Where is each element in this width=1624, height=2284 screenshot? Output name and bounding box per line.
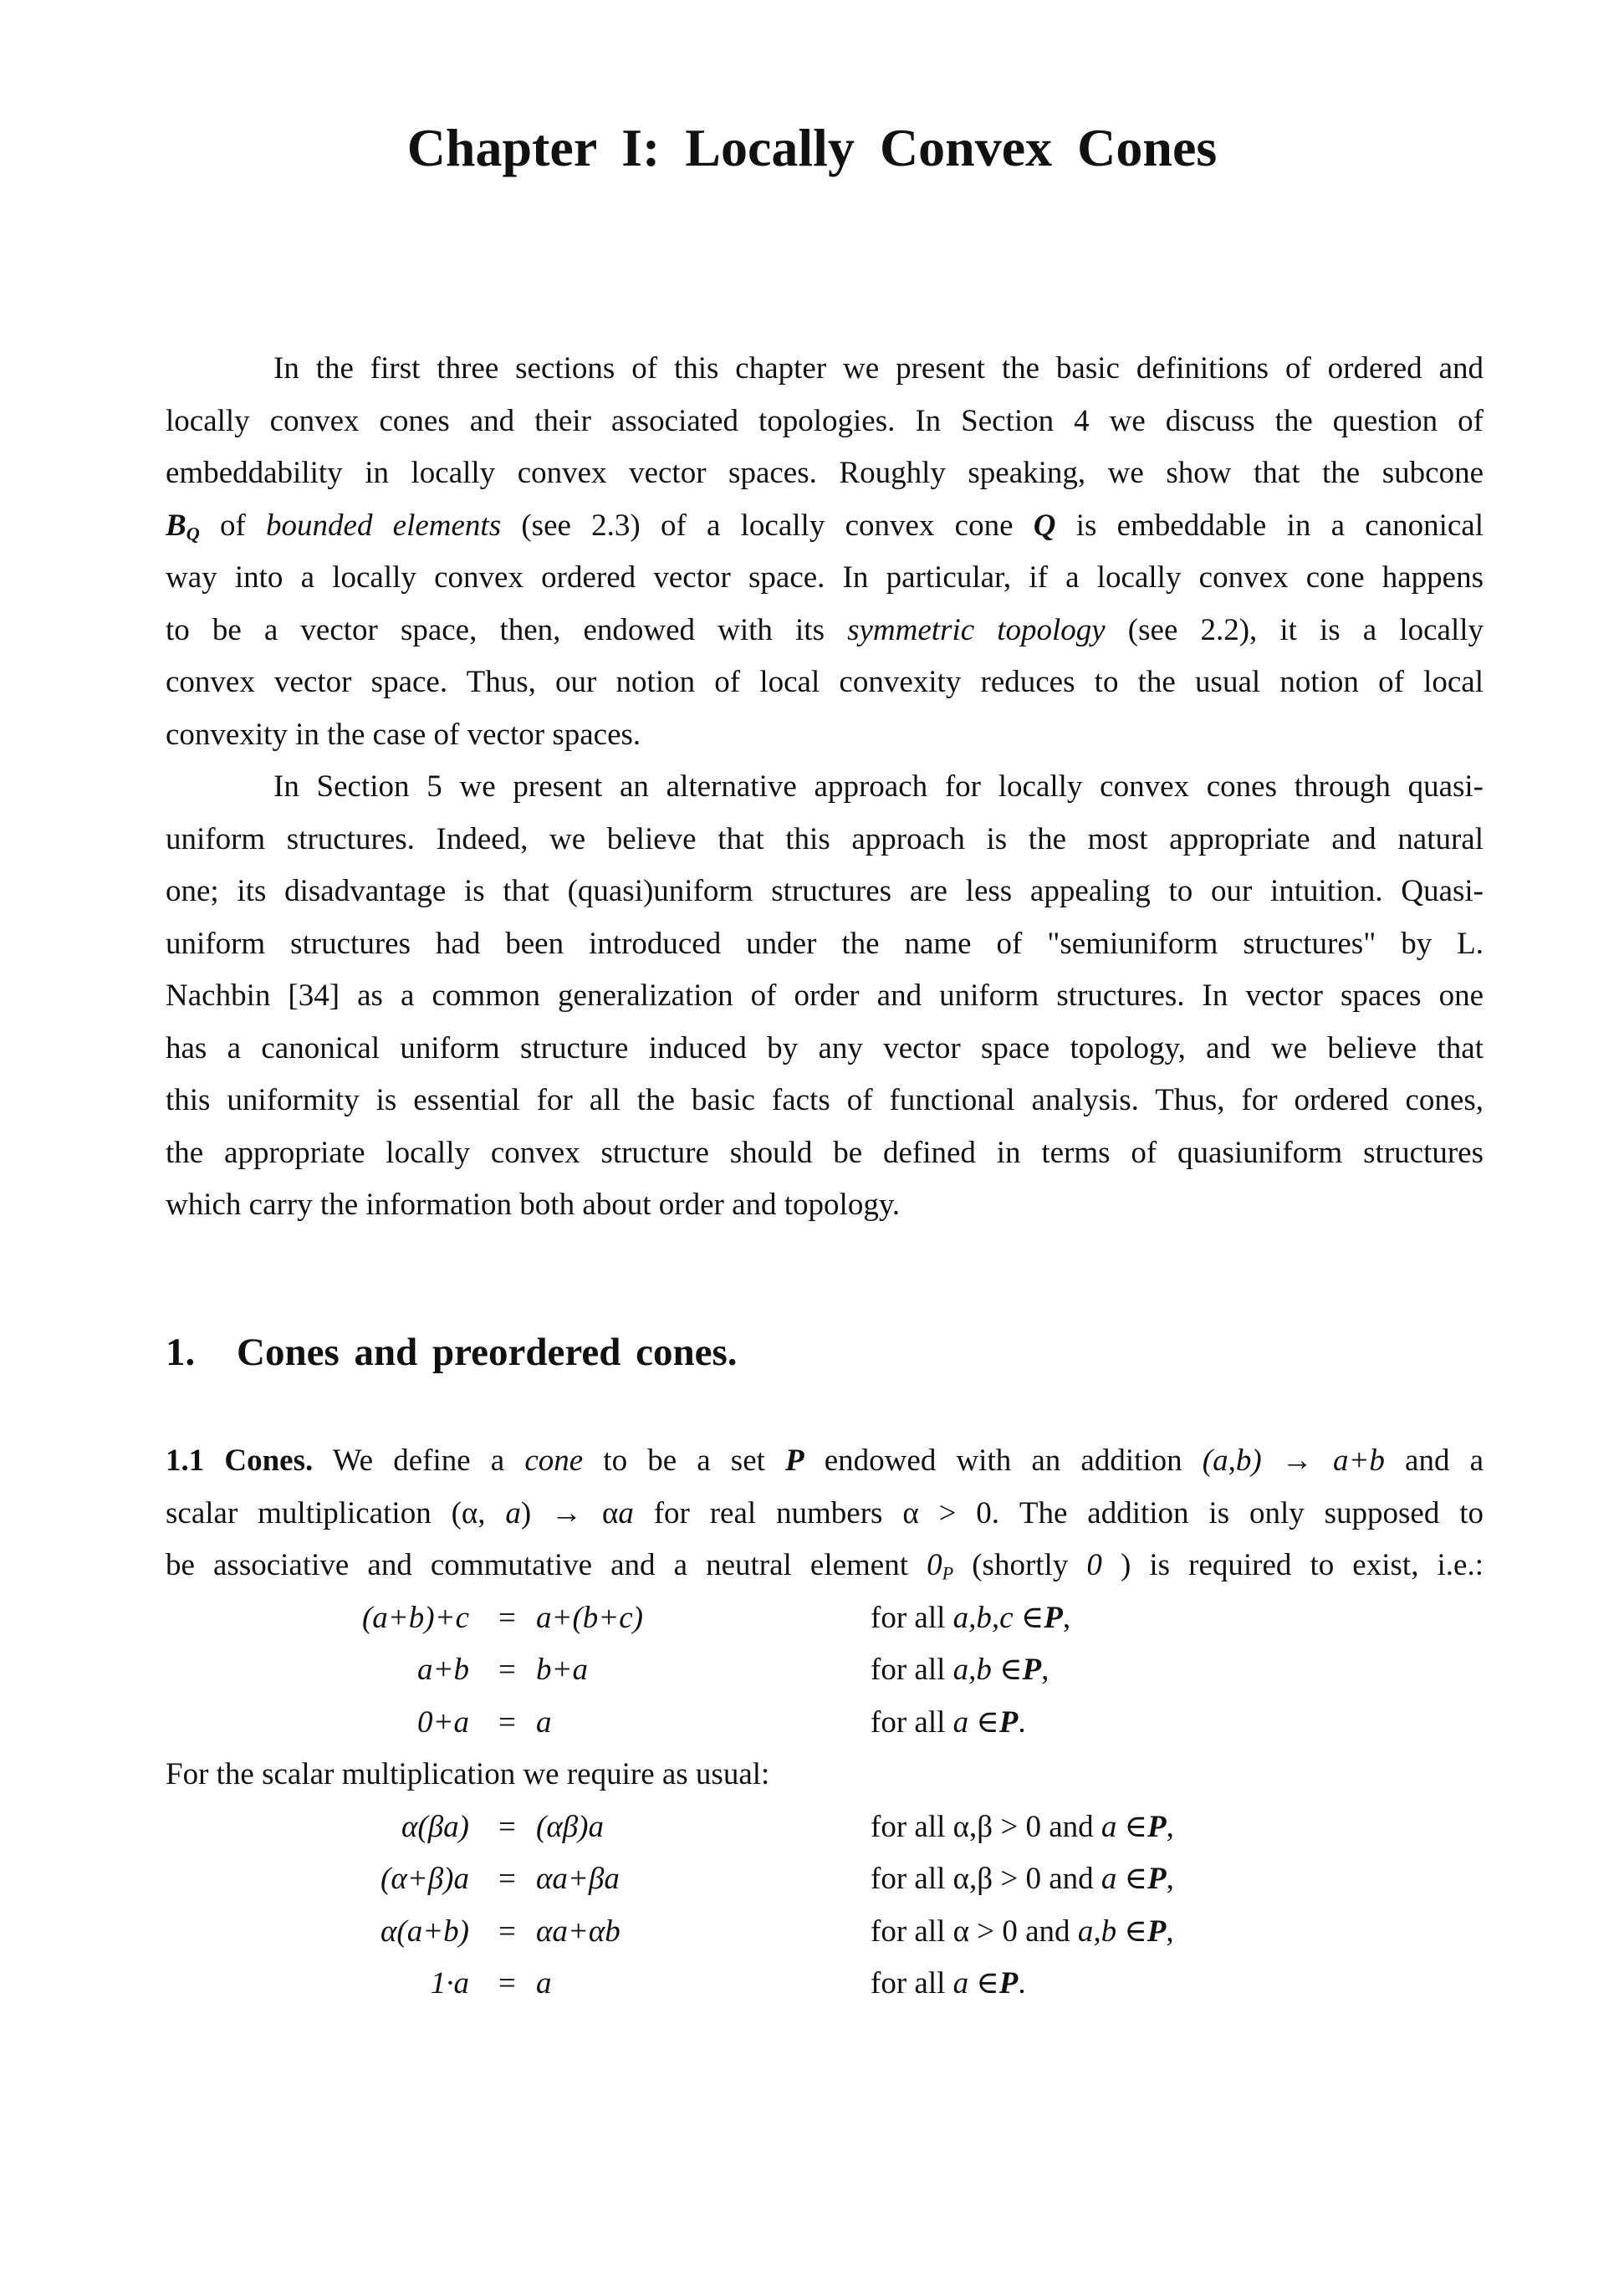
condition-variables: a: [952, 1966, 969, 2000]
text-segment: one; its disadvantage is that (quasi)uniform structures are less appealing to our intuition. Quasi-: [166, 874, 1484, 908]
text-line: [166, 1540, 1484, 1592]
equation-row: [166, 1853, 1484, 1906]
text-segment: →: [1261, 1443, 1333, 1478]
text-segment: (see 2.3) of a locally convex cone: [501, 508, 1034, 543]
element-of: ∈: [1013, 1600, 1044, 1635]
set-symbol: P: [1044, 1600, 1063, 1635]
text-segment: [1034, 508, 1056, 543]
text-line: [166, 1435, 1484, 1488]
set-symbol: P: [998, 1704, 1019, 1740]
math-symbol: a+b: [1332, 1443, 1385, 1478]
text-segment: uniform structures had been introduced under the name of "semiuniform structures" by L.: [166, 926, 1484, 961]
chapter-title: Chapter I: Locally Convex Cones: [406, 118, 1218, 177]
text-segment: [505, 1496, 521, 1530]
text-line: [166, 657, 1484, 709]
text-segment: [927, 1548, 953, 1582]
text-segment: [266, 508, 501, 543]
text-segment: [166, 508, 200, 543]
equation-rhs: αa+αb: [536, 1914, 620, 1949]
addition-rules: [166, 1592, 1484, 1750]
text-line: [166, 343, 1484, 396]
equation-row: [166, 1801, 1484, 1854]
set-symbol: P: [1147, 1914, 1167, 1949]
section-1-1-body: [166, 1435, 1484, 2011]
math-symbol: 0: [927, 1548, 942, 1582]
set-symbol: P: [1147, 1862, 1167, 1896]
subscript: Q: [186, 523, 200, 544]
condition-variables: a: [1101, 1862, 1117, 1896]
text-segment: ) is required to exist, i.e.:: [1101, 1548, 1484, 1582]
punctuation: ,: [1166, 1809, 1174, 1844]
condition-text: for all: [871, 1966, 953, 2000]
equals-sign: =: [498, 1966, 516, 2000]
text-segment: [1333, 1443, 1385, 1478]
text-segment: the appropriate locally convex structure should be defined in terms of quasiuniform structures: [166, 1135, 1484, 1170]
equals-sign: =: [498, 1600, 516, 1635]
text-segment: [1203, 1443, 1262, 1478]
text-line: [166, 1179, 1484, 1232]
math-symbol: cone: [524, 1443, 584, 1478]
text-segment: (shortly: [953, 1548, 1087, 1582]
text-segment: is embeddable in a canonical: [1055, 508, 1484, 543]
equation-rhs: αa+βa: [536, 1862, 620, 1896]
intro-paragraphs: [166, 343, 1484, 1232]
equals-sign: =: [498, 1653, 516, 1687]
section-title: Cones and preordered cones.: [237, 1331, 738, 1374]
equation-rhs: a: [536, 1704, 552, 1740]
text-line: [166, 605, 1484, 657]
text-segment: [524, 1443, 583, 1478]
text-segment: to be a set: [583, 1443, 786, 1478]
text-segment: We define a: [313, 1443, 525, 1478]
condition-text: for all α > 0 and: [871, 1914, 1078, 1949]
equation-lhs: a+b: [417, 1653, 469, 1687]
text-segment: In the first three sections of this chapter we present the basic definitions of ordered and: [273, 351, 1484, 386]
punctuation: ,: [1041, 1653, 1049, 1687]
text-line: [166, 866, 1484, 918]
text-segment: [1086, 1548, 1102, 1582]
equation-row: [166, 1906, 1484, 1959]
punctuation: ,: [1062, 1600, 1071, 1635]
equation-lhs: (α+β)a: [380, 1862, 469, 1896]
text-segment: of: [199, 508, 267, 543]
text-line: [166, 970, 1484, 1023]
math-symbol: 0: [1086, 1548, 1102, 1582]
math-symbol: bounded elements: [266, 508, 502, 543]
scalar-intro: For the scalar multiplication we require as usual:: [166, 1757, 770, 1791]
equals-sign: =: [498, 1914, 516, 1949]
punctuation: .: [1018, 1704, 1026, 1740]
text-segment: for real numbers α > 0. The addition is only supposed to: [633, 1495, 1484, 1530]
math-symbol: a: [505, 1495, 521, 1530]
math-symbol: symmetric topology: [847, 612, 1106, 647]
set-symbol: P: [998, 1966, 1019, 2000]
text-segment: [847, 613, 1106, 647]
text-segment: uniform structures. Indeed, we believe that this approach is the most appropriate and natural: [166, 821, 1484, 856]
condition-variables: a: [952, 1704, 969, 1740]
condition-variables: a: [1101, 1809, 1117, 1844]
text-segment: and a: [1384, 1443, 1484, 1478]
condition-text: for all α,β > 0 and: [871, 1862, 1101, 1896]
section-heading: [166, 1330, 738, 1375]
text-segment: convexity in the case of vector spaces.: [166, 717, 641, 752]
text-segment: Nachbin [34] as a common generalization of order and uniform structures. In vector spaces one: [166, 978, 1484, 1013]
punctuation: .: [1018, 1966, 1026, 2000]
text-segment: convex vector space. Thus, our notion of local convexity reduces to the usual notion of local: [166, 665, 1484, 699]
equation-condition: [871, 1958, 1026, 2011]
text-segment: embeddability in locally convex vector spaces. Roughly speaking, we show that the subcone: [166, 456, 1484, 490]
equation-rhs: b+a: [536, 1653, 588, 1687]
text-segment: [166, 1443, 313, 1478]
text-segment: [785, 1443, 804, 1478]
text-segment: endowed with an addition: [804, 1443, 1203, 1478]
equals-sign: =: [498, 1704, 516, 1740]
cones-definition-text: [166, 1435, 1484, 1592]
text-segment: which carry the information both about order and topology.: [166, 1188, 901, 1222]
equation-condition: [871, 1801, 1174, 1854]
condition-variables: a,b: [952, 1653, 992, 1687]
equation-lhs: α(βa): [401, 1809, 469, 1844]
text-line: [166, 396, 1484, 448]
text-line: [166, 552, 1484, 605]
equation-condition: [871, 1697, 1026, 1750]
text-line: [166, 1023, 1484, 1076]
equation-row: [166, 1958, 1484, 2011]
equation-condition: [871, 1592, 1070, 1645]
element-of: ∈: [991, 1653, 1023, 1687]
math-symbol: 1.1 Cones.: [166, 1443, 314, 1478]
text-segment: ) → α: [520, 1495, 619, 1530]
condition-text: for all α,β > 0 and: [871, 1809, 1101, 1844]
math-symbol: B: [166, 508, 186, 543]
text-segment: be associative and commutative and a neutral element: [166, 1548, 927, 1582]
text-segment: locally convex cones and their associated topologies. In Section 4 we discuss the question of: [166, 403, 1484, 438]
text-segment: way into a locally convex ordered vector space. In particular, if a locally convex cone happens: [166, 560, 1484, 595]
math-symbol: a: [618, 1495, 634, 1530]
equation-row: [166, 1644, 1484, 1697]
equation-condition: [871, 1853, 1174, 1906]
set-symbol: P: [1022, 1653, 1042, 1687]
text-line: [166, 500, 1484, 553]
element-of: ∈: [968, 1966, 999, 2000]
math-symbol: Q: [1033, 508, 1056, 543]
text-line: [166, 447, 1484, 500]
set-symbol: P: [1147, 1809, 1167, 1844]
section-number: 1.: [166, 1331, 196, 1374]
condition-variables: a,b,c: [952, 1600, 1014, 1635]
text-line: [166, 918, 1484, 971]
equation-condition: [871, 1644, 1049, 1697]
text-line: [166, 814, 1484, 866]
equation-lhs: 1·a: [430, 1966, 469, 2000]
condition-text: for all: [871, 1704, 953, 1740]
element-of: ∈: [968, 1704, 999, 1740]
text-line: [166, 1075, 1484, 1127]
equation-lhs: (a+b)+c: [361, 1600, 469, 1635]
subscript: P: [942, 1562, 954, 1584]
condition-text: for all: [871, 1600, 953, 1635]
text-segment: scalar multiplication (α,: [166, 1495, 506, 1530]
element-of: ∈: [1116, 1914, 1147, 1949]
equation-row: [166, 1592, 1484, 1645]
text-segment: to be a vector space, then, endowed with its: [166, 612, 848, 647]
text-line: [166, 709, 1484, 762]
equation-rhs: a+(b+c): [536, 1600, 644, 1635]
text-line: [166, 761, 1484, 814]
condition-variables: a,b: [1077, 1914, 1117, 1949]
math-symbol: (a,b): [1202, 1443, 1262, 1478]
equation-condition: [871, 1906, 1174, 1959]
text-segment: [618, 1496, 634, 1530]
text-line: [166, 1488, 1484, 1541]
element-of: ∈: [1116, 1809, 1148, 1844]
equals-sign: =: [498, 1809, 516, 1844]
text-line: [166, 1127, 1484, 1180]
math-symbol: P: [785, 1443, 804, 1478]
text-segment: this uniformity is essential for all the basic facts of functional analysis. Thus, for ordered cones,: [166, 1083, 1484, 1117]
punctuation: ,: [1166, 1862, 1174, 1896]
text-segment: has a canonical uniform structure induced by any vector space topology, and we believe that: [166, 1030, 1484, 1065]
text-segment: (see 2.2), it is a locally: [1105, 612, 1484, 647]
equation-rhs: (αβ)a: [536, 1809, 604, 1844]
equation-lhs: α(a+b): [380, 1914, 469, 1949]
equation-lhs: 0+a: [417, 1704, 469, 1740]
equals-sign: =: [498, 1862, 516, 1896]
scalar-rules: [166, 1801, 1484, 2011]
element-of: ∈: [1116, 1862, 1148, 1896]
equation-row: [166, 1697, 1484, 1750]
condition-text: for all: [871, 1653, 953, 1687]
equation-rhs: a: [536, 1966, 552, 2000]
text-segment: In Section 5 we present an alternative approach for locally convex cones through quasi-: [273, 769, 1484, 804]
punctuation: ,: [1166, 1914, 1174, 1949]
